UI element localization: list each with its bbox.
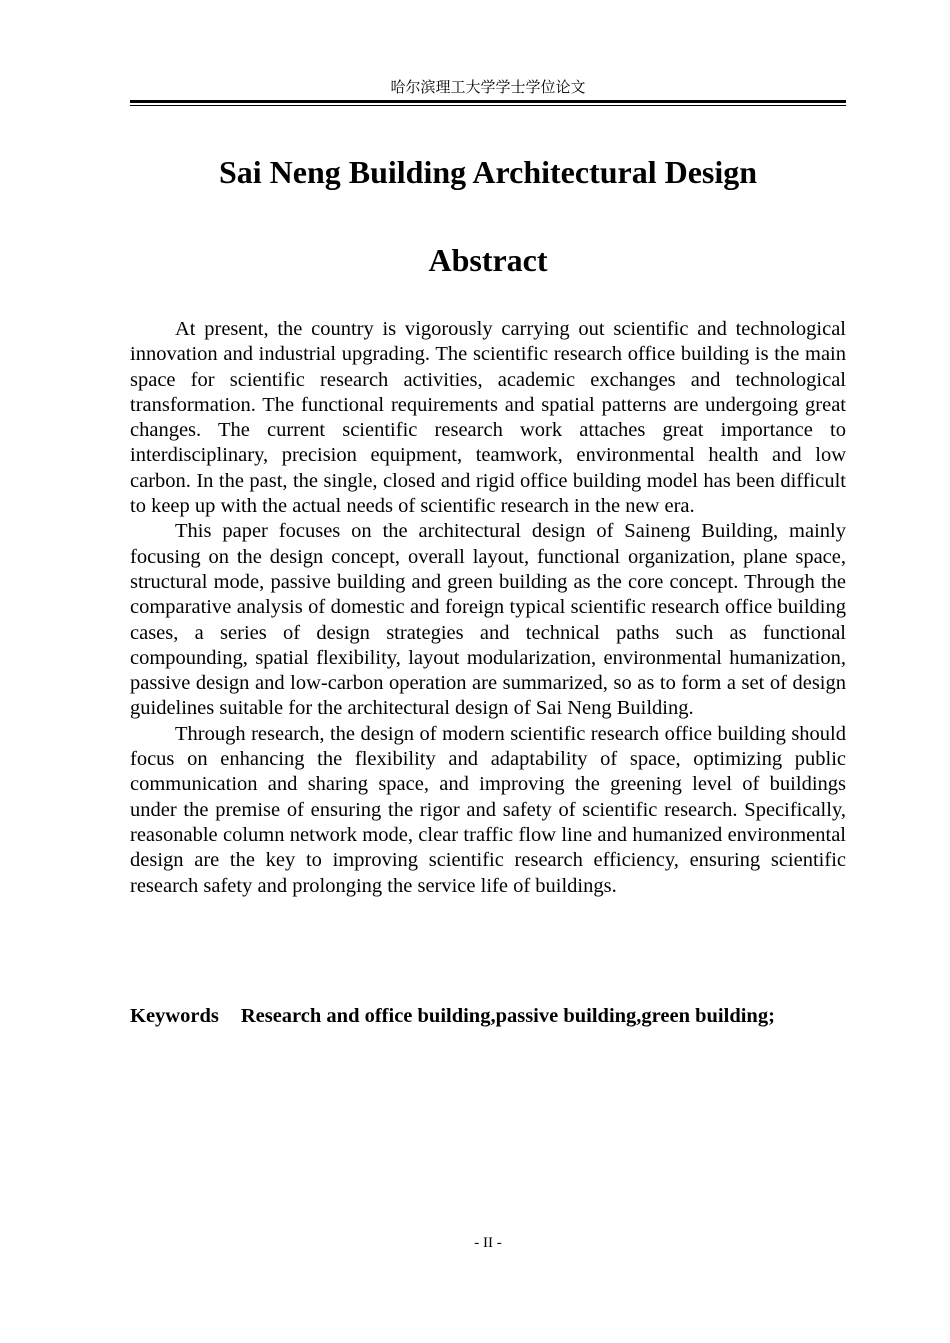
document-title: Sai Neng Building Architectural Design bbox=[218, 154, 758, 190]
abstract-body bbox=[130, 317, 846, 899]
running-header: 哈尔滨理工大学学士学位论文 bbox=[390, 78, 586, 96]
header-rule-thick bbox=[130, 100, 846, 103]
keywords-label: Keywords bbox=[130, 1005, 219, 1027]
abstract-paragraph-3: Through research, the design of modern scientific research office building should focus on enhancing the flexibility and adaptability of space, optimizing public communication and sharing space, and improving the greening level of buildings under the premise of ensuring the rigor and safety of scientific research. Specifically, reasonable column network mode, clear traffic flow line and humanized environmental design are the key to improving scientific research efficiency, ensuring scientific research safety and prolonging the service life of buildings. bbox=[130, 722, 846, 897]
keywords-line bbox=[130, 1003, 846, 1029]
keywords-text: Research and office building,passive building,green building; bbox=[240, 1005, 775, 1027]
abstract-paragraph-1: At present, the country is vigorously carrying out scientific and technological innovation and industrial upgrading. The scientific research office building is the main space for scientific research activities, academic exchanges and technological transformation. The functional requirements and spatial patterns are undergoing great changes. The current scientific research work attaches great importance to interdisciplinary, precision equipment, teamwork, environmental health and low carbon. In the past, the single, closed and rigid office building model has been difficult to keep up with the actual needs of scientific research in the new era. bbox=[130, 318, 846, 518]
header-rule-thin bbox=[130, 105, 846, 106]
abstract-paragraph-2: This paper focuses on the architectural design of Saineng Building, mainly focusing on the design concept, overall layout, functional organization, plane space, structural mode, passive building and green building as the core concept. Through the comparative analysis of domestic and foreign typical scientific research office building cases, a series of design strategies and technical paths such as functional compounding, spatial flexibility, layout modularization, environmental humanization, passive design and low-carbon operation are summarized, so as to form a set of design guidelines suitable for the architectural design of Sai Neng Building. bbox=[130, 520, 846, 720]
page-number: - II - bbox=[474, 1235, 502, 1251]
abstract-heading: Abstract bbox=[428, 242, 548, 278]
